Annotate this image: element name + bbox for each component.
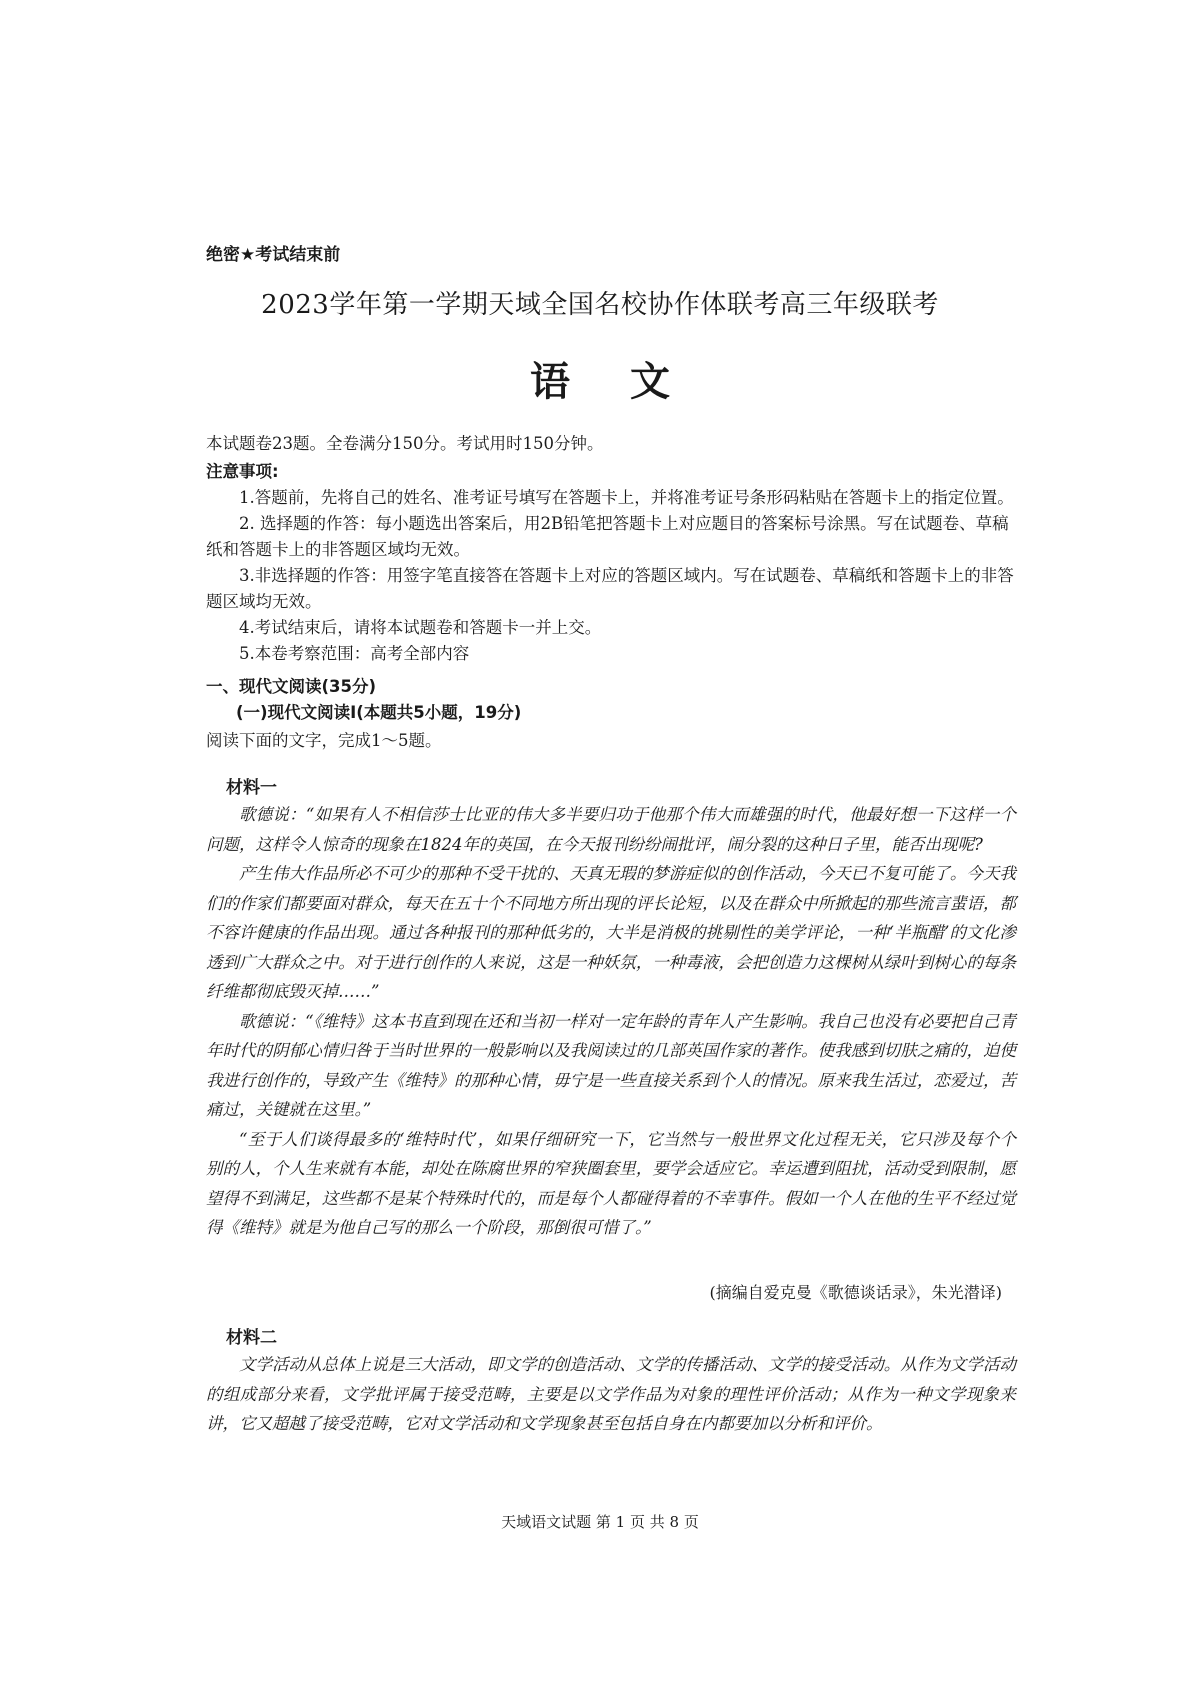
notice-item: 1.答题前，先将自己的姓名、准考证号填写在答题卡上，并将准考证号条形码粘贴在答题卡上的指定位置。 xyxy=(239,488,1014,507)
material-one-title: 材料一 xyxy=(226,778,277,798)
exam-title: 2023学年第一学期天域全国名校协作体联考高三年级联考 xyxy=(261,290,939,320)
material-two-title: 材料二 xyxy=(226,1328,277,1348)
page-footer: 天域语文试题 第 1 页 共 8 页 xyxy=(501,1513,699,1531)
notice-list xyxy=(206,485,1016,667)
exam-intro: 本试题卷23题。全卷满分150分。考试用时150分钟。 xyxy=(206,434,604,453)
material-two-text xyxy=(206,1350,1016,1439)
reading-instruction: 阅读下面的文字，完成1～5题。 xyxy=(206,731,442,750)
paragraph: “至于人们谈得最多的‘维特时代’，如果仔细研究一下，它当然与一般世界文化过程无关，它只涉及每个个别的人，个人生来就有本能，却处在陈腐世界的窄狭圈套里，要学会适应它。幸运遭到阻扰，活动受到限制，愿望得不到满足，这些都不是某个特殊时代的，而是每个人都碰得着的不幸事件。假如一个人在他的生平不经过觉得《维特》就是为他自己写的那么一个阶段，那倒很可惜了。” xyxy=(206,1129,1016,1237)
notice-heading: 注意事项: xyxy=(206,462,279,481)
notice-item: 4.考试结束后，请将本试题卷和答题卡一并上交。 xyxy=(239,618,602,637)
paragraph: 歌德说：“《维特》这本书直到现在还和当初一样对一定年龄的青年人产生影响。我自己也没有必要把自己青年时代的阴郁心情归咎于当时世界的一般影响以及我阅读过的几部英国作家的著作。使我感到切肤之痛的，迫使我进行创作的，导致产生《维特》的那种心情，毋宁是一些直接关系到个人的情况。原来我生活过，恋爱过，苦痛过，关键就在这里。” xyxy=(206,1011,1016,1119)
paragraph: 歌德说：“如果有人不相信莎士比亚的伟大多半要归功于他那个伟大而雄强的时代，他最好想一下这样一个问题，这样令人惊奇的现象在1824年的英国，在今天报刊纷纷闹批评，闹分裂的这种日子里，能否出现呢? xyxy=(206,805,1016,854)
section-title: 一、现代文阅读(35分) xyxy=(206,677,377,696)
paragraph: 产生伟大作品所必不可少的那种不受干扰的、天真无瑕的梦游症似的创作活动，今天已不复可能了。今天我们的作家们都要面对群众，每天在五十个不同地方所出现的评长论短，以及在群众中所掀起的那些流言蜚语，都不容许健康的作品出现。通过各种报刊的那种低劣的，大半是消极的挑剔性的美学评论，一种‘半瓶醋’的文化渗透到广大群众之中。对于进行创作的人来说，这是一种妖氛，一种毒液，会把创造力这棵树从绿叶到树心的每条纤维都彻底毁灭掉……” xyxy=(206,864,1016,1001)
notice-item: 5.本卷考察范围：高考全部内容 xyxy=(239,644,470,663)
notice-item: 3.非选择题的作答：用签字笔直接答在答题卡上对应的答题区域内。写在试题卷、草稿纸和答题卡上的非答题区域均无效。 xyxy=(206,566,1014,611)
notice-item: 2. 选择题的作答：每小题选出答案后，用2B铅笔把答题卡上对应题目的答案标号涂黑。写在试题卷、草稿纸和答题卡上的非答题区域均无效。 xyxy=(206,514,1009,559)
material-one-source: (摘编自爱克曼《歌德谈话录》，朱光潜译) xyxy=(709,1283,1002,1302)
confidential-label: 绝密★考试结束前 xyxy=(206,245,341,265)
material-one-text xyxy=(206,800,1016,1243)
paragraph: 文学活动从总体上说是三大活动，即文学的创造活动、文学的传播活动、文学的接受活动。从作为文学活动的组成部分来看，文学批评属于接受范畴，主要是以文学作品为对象的理性评价活动；从作为一种文学现象来讲，它又超越了接受范畴，它对文学活动和文学现象甚至包括自身在内都要加以分析和评价。 xyxy=(206,1355,1016,1433)
subject-title: 语文 xyxy=(530,358,730,405)
subsection-title: (一)现代文阅读I(本题共5小题，19分) xyxy=(236,703,522,722)
